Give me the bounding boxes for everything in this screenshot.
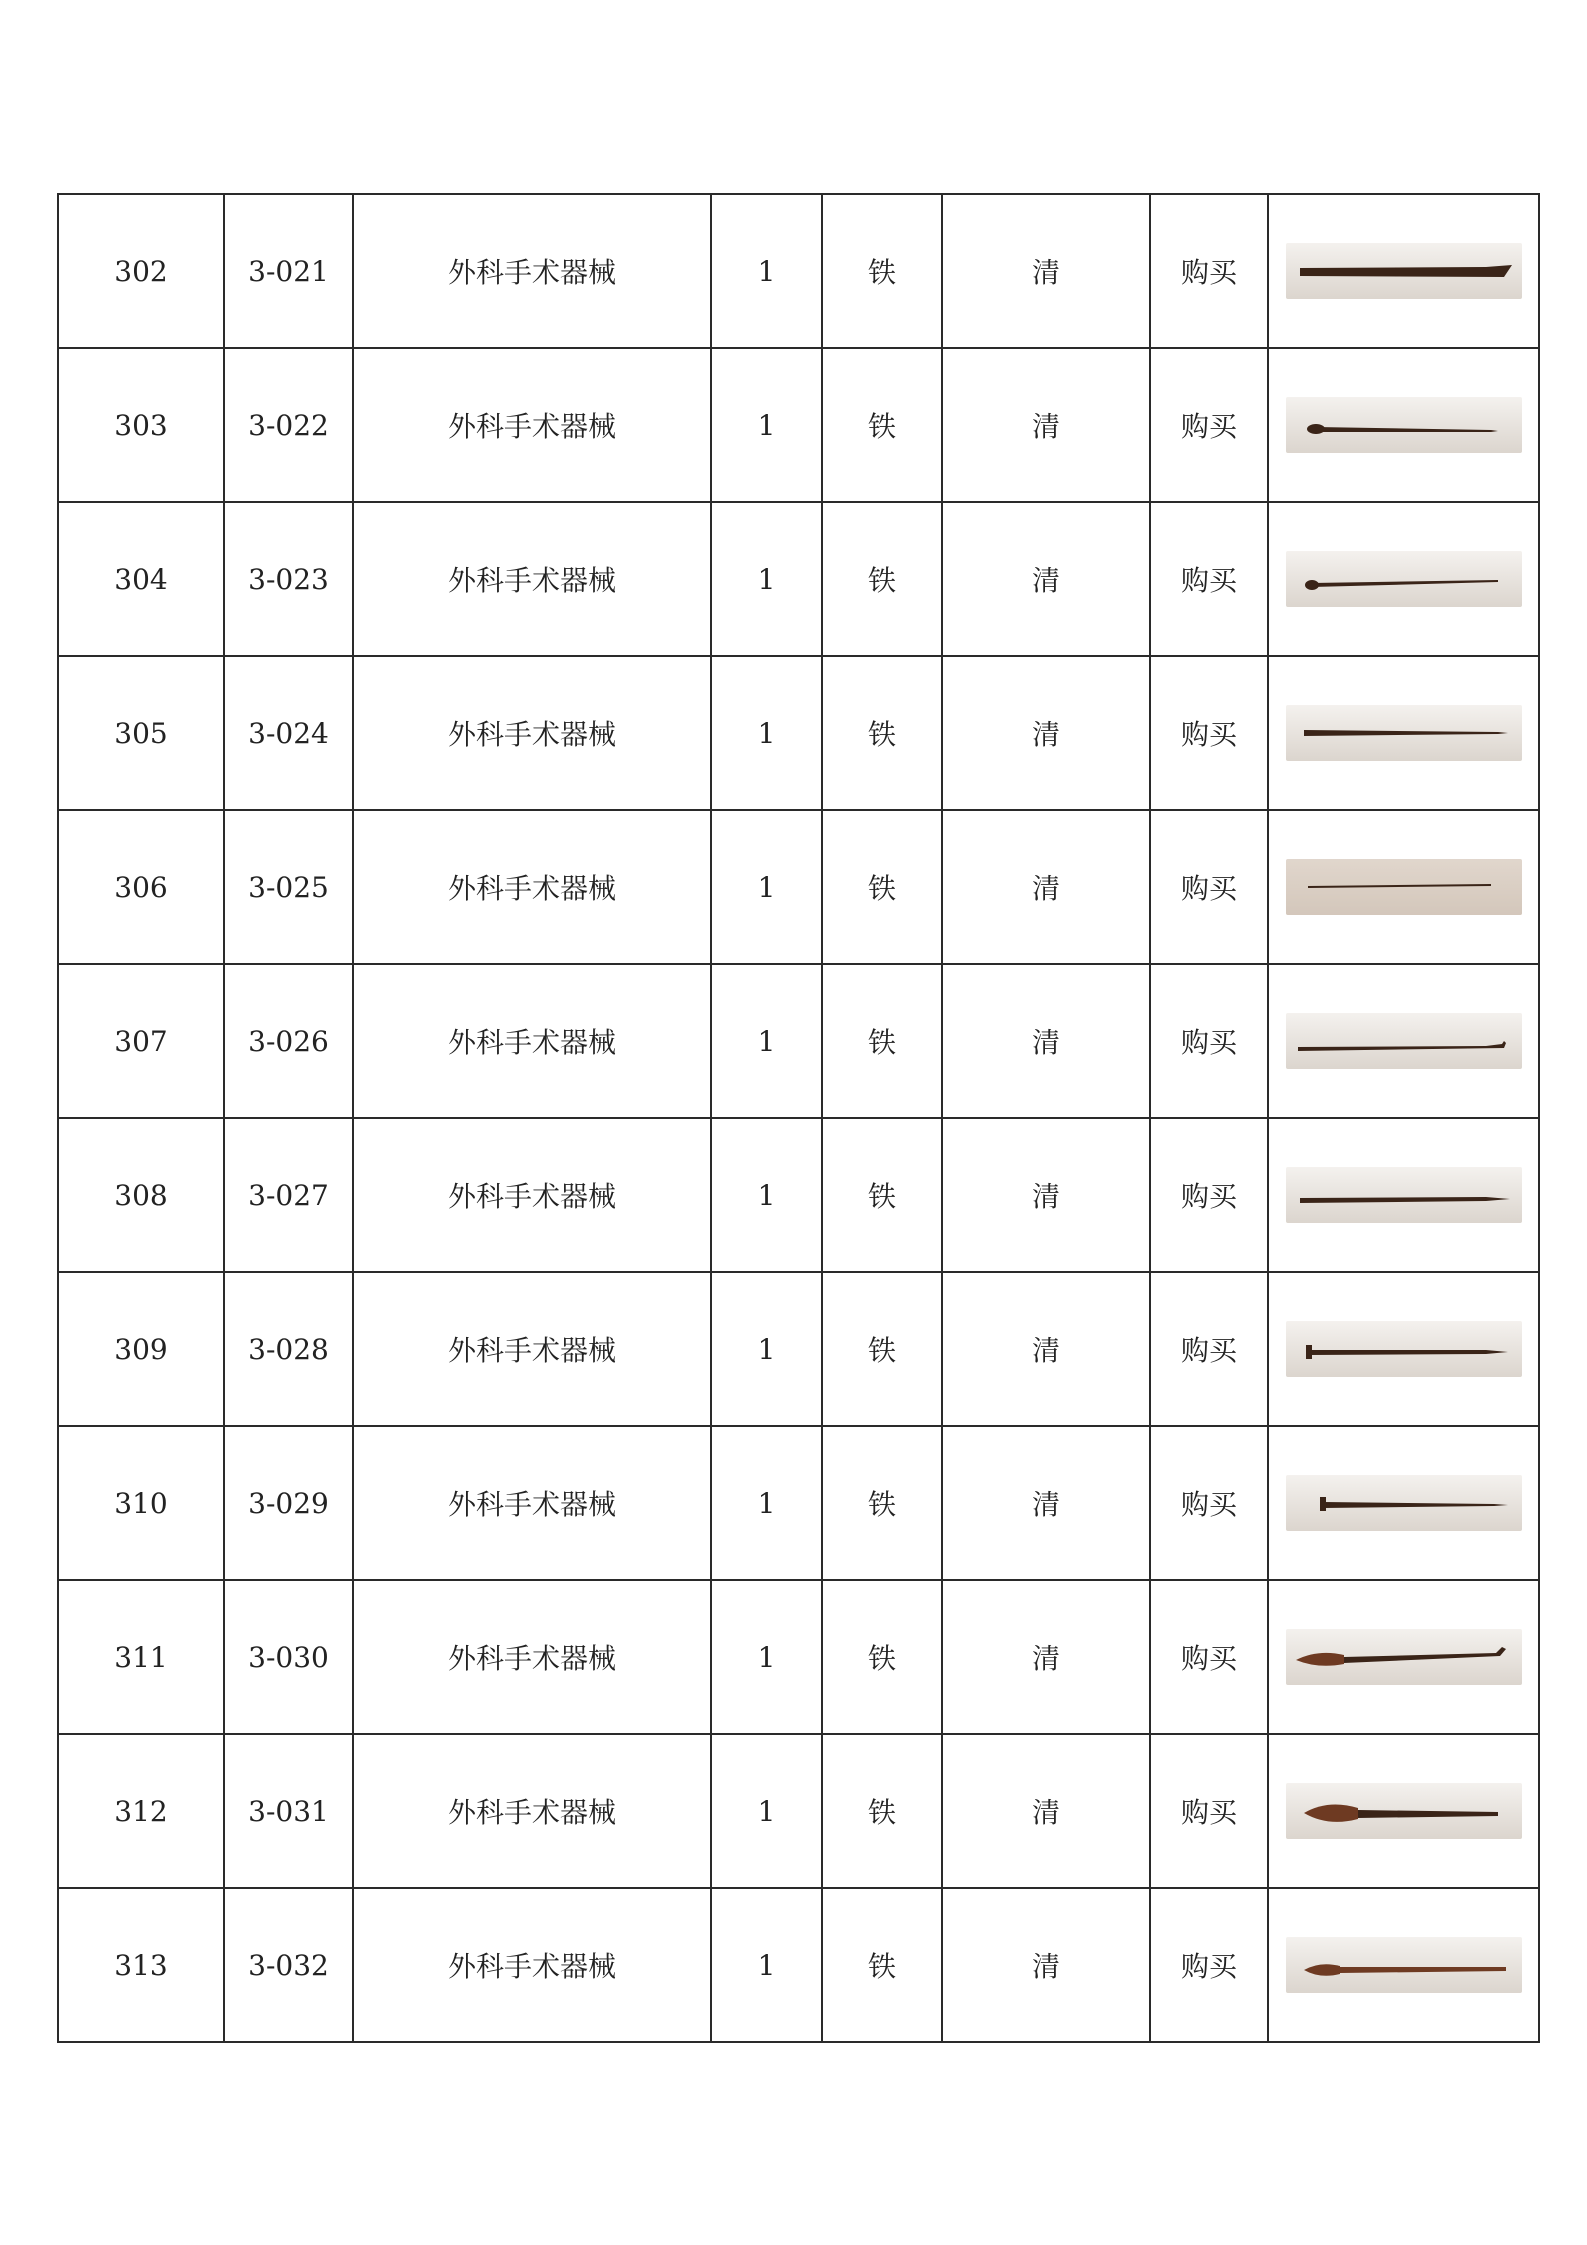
material-cell: 铁 xyxy=(822,1118,942,1272)
era-cell: 清 xyxy=(942,348,1150,502)
table-row xyxy=(58,348,1539,502)
artifact-photo-cell xyxy=(1268,1426,1539,1580)
item-name-cell: 外科手术器械 xyxy=(353,810,711,964)
item-name-cell: 外科手术器械 xyxy=(353,1118,711,1272)
quantity-cell: 1 xyxy=(711,1734,822,1888)
acquisition-cell: 购买 xyxy=(1150,1580,1268,1734)
quantity-cell: 1 xyxy=(711,1580,822,1734)
item-name-cell: 外科手术器械 xyxy=(353,502,711,656)
serial-number-cell: 311 xyxy=(58,1580,224,1734)
artifact-photo xyxy=(1286,1937,1522,1993)
material-cell: 铁 xyxy=(822,502,942,656)
material-cell: 铁 xyxy=(822,1580,942,1734)
table-row xyxy=(58,656,1539,810)
artifact-photo xyxy=(1286,1167,1522,1223)
acquisition-cell: 购买 xyxy=(1150,1426,1268,1580)
item-name-cell: 外科手术器械 xyxy=(353,348,711,502)
catalog-code-cell: 3-022 xyxy=(224,348,353,502)
serial-number-cell: 308 xyxy=(58,1118,224,1272)
catalog-code-cell: 3-024 xyxy=(224,656,353,810)
item-name-cell: 外科手术器械 xyxy=(353,1580,711,1734)
table-row xyxy=(58,1426,1539,1580)
catalog-code-cell: 3-032 xyxy=(224,1888,353,2042)
material-cell: 铁 xyxy=(822,810,942,964)
serial-number-cell: 303 xyxy=(58,348,224,502)
artifact-photo-cell xyxy=(1268,1734,1539,1888)
quantity-cell: 1 xyxy=(711,502,822,656)
catalog-code-cell: 3-029 xyxy=(224,1426,353,1580)
material-cell: 铁 xyxy=(822,1426,942,1580)
serial-number-cell: 305 xyxy=(58,656,224,810)
item-name-cell: 外科手术器械 xyxy=(353,1888,711,2042)
era-cell: 清 xyxy=(942,1888,1150,2042)
table-row xyxy=(58,964,1539,1118)
artifact-photo-cell xyxy=(1268,656,1539,810)
artifact-photo xyxy=(1286,243,1522,299)
serial-number-cell: 306 xyxy=(58,810,224,964)
artifact-photo xyxy=(1286,551,1522,607)
era-cell: 清 xyxy=(942,656,1150,810)
serial-number-cell: 302 xyxy=(58,194,224,348)
quantity-cell: 1 xyxy=(711,656,822,810)
serial-number-cell: 309 xyxy=(58,1272,224,1426)
quantity-cell: 1 xyxy=(711,1888,822,2042)
item-name-cell: 外科手术器械 xyxy=(353,1734,711,1888)
table-row xyxy=(58,1734,1539,1888)
serial-number-cell: 313 xyxy=(58,1888,224,2042)
table-row xyxy=(58,1272,1539,1426)
item-name-cell: 外科手术器械 xyxy=(353,656,711,810)
artifact-photo-cell xyxy=(1268,964,1539,1118)
catalog-code-cell: 3-025 xyxy=(224,810,353,964)
catalog-code-cell: 3-023 xyxy=(224,502,353,656)
artifact-photo-cell xyxy=(1268,502,1539,656)
artifact-photo xyxy=(1286,1321,1522,1377)
table-row xyxy=(58,1118,1539,1272)
artifact-photo-cell xyxy=(1268,1580,1539,1734)
era-cell: 清 xyxy=(942,1426,1150,1580)
artifact-photo-cell xyxy=(1268,1118,1539,1272)
quantity-cell: 1 xyxy=(711,1272,822,1426)
era-cell: 清 xyxy=(942,1580,1150,1734)
era-cell: 清 xyxy=(942,1272,1150,1426)
quantity-cell: 1 xyxy=(711,348,822,502)
table-row xyxy=(58,1888,1539,2042)
artifact-catalog-table xyxy=(57,193,1540,2043)
catalog-code-cell: 3-027 xyxy=(224,1118,353,1272)
acquisition-cell: 购买 xyxy=(1150,502,1268,656)
acquisition-cell: 购买 xyxy=(1150,1888,1268,2042)
acquisition-cell: 购买 xyxy=(1150,1118,1268,1272)
acquisition-cell: 购买 xyxy=(1150,964,1268,1118)
material-cell: 铁 xyxy=(822,348,942,502)
table-row xyxy=(58,502,1539,656)
quantity-cell: 1 xyxy=(711,1426,822,1580)
serial-number-cell: 307 xyxy=(58,964,224,1118)
table-row xyxy=(58,1580,1539,1734)
quantity-cell: 1 xyxy=(711,810,822,964)
serial-number-cell: 310 xyxy=(58,1426,224,1580)
artifact-photo-cell xyxy=(1268,1272,1539,1426)
artifact-photo xyxy=(1286,705,1522,761)
table-row xyxy=(58,810,1539,964)
item-name-cell: 外科手术器械 xyxy=(353,194,711,348)
item-name-cell: 外科手术器械 xyxy=(353,1272,711,1426)
era-cell: 清 xyxy=(942,1734,1150,1888)
serial-number-cell: 304 xyxy=(58,502,224,656)
acquisition-cell: 购买 xyxy=(1150,194,1268,348)
artifact-photo-cell xyxy=(1268,1888,1539,2042)
acquisition-cell: 购买 xyxy=(1150,348,1268,502)
quantity-cell: 1 xyxy=(711,1118,822,1272)
era-cell: 清 xyxy=(942,1118,1150,1272)
acquisition-cell: 购买 xyxy=(1150,1272,1268,1426)
artifact-photo xyxy=(1286,1783,1522,1839)
era-cell: 清 xyxy=(942,194,1150,348)
catalog-code-cell: 3-021 xyxy=(224,194,353,348)
material-cell: 铁 xyxy=(822,656,942,810)
catalog-code-cell: 3-031 xyxy=(224,1734,353,1888)
era-cell: 清 xyxy=(942,810,1150,964)
acquisition-cell: 购买 xyxy=(1150,810,1268,964)
artifact-photo xyxy=(1286,1629,1522,1685)
material-cell: 铁 xyxy=(822,1272,942,1426)
artifact-photo xyxy=(1286,397,1522,453)
artifact-photo xyxy=(1286,859,1522,915)
quantity-cell: 1 xyxy=(711,194,822,348)
material-cell: 铁 xyxy=(822,194,942,348)
catalog-code-cell: 3-030 xyxy=(224,1580,353,1734)
acquisition-cell: 购买 xyxy=(1150,1734,1268,1888)
serial-number-cell: 312 xyxy=(58,1734,224,1888)
material-cell: 铁 xyxy=(822,1888,942,2042)
catalog-code-cell: 3-026 xyxy=(224,964,353,1118)
quantity-cell: 1 xyxy=(711,964,822,1118)
catalog-code-cell: 3-028 xyxy=(224,1272,353,1426)
item-name-cell: 外科手术器械 xyxy=(353,1426,711,1580)
artifact-photo-cell xyxy=(1268,810,1539,964)
item-name-cell: 外科手术器械 xyxy=(353,964,711,1118)
artifact-photo-cell xyxy=(1268,348,1539,502)
material-cell: 铁 xyxy=(822,964,942,1118)
table-row xyxy=(58,194,1539,348)
artifact-photo xyxy=(1286,1475,1522,1531)
era-cell: 清 xyxy=(942,502,1150,656)
acquisition-cell: 购买 xyxy=(1150,656,1268,810)
era-cell: 清 xyxy=(942,964,1150,1118)
artifact-photo-cell xyxy=(1268,194,1539,348)
material-cell: 铁 xyxy=(822,1734,942,1888)
artifact-photo xyxy=(1286,1013,1522,1069)
